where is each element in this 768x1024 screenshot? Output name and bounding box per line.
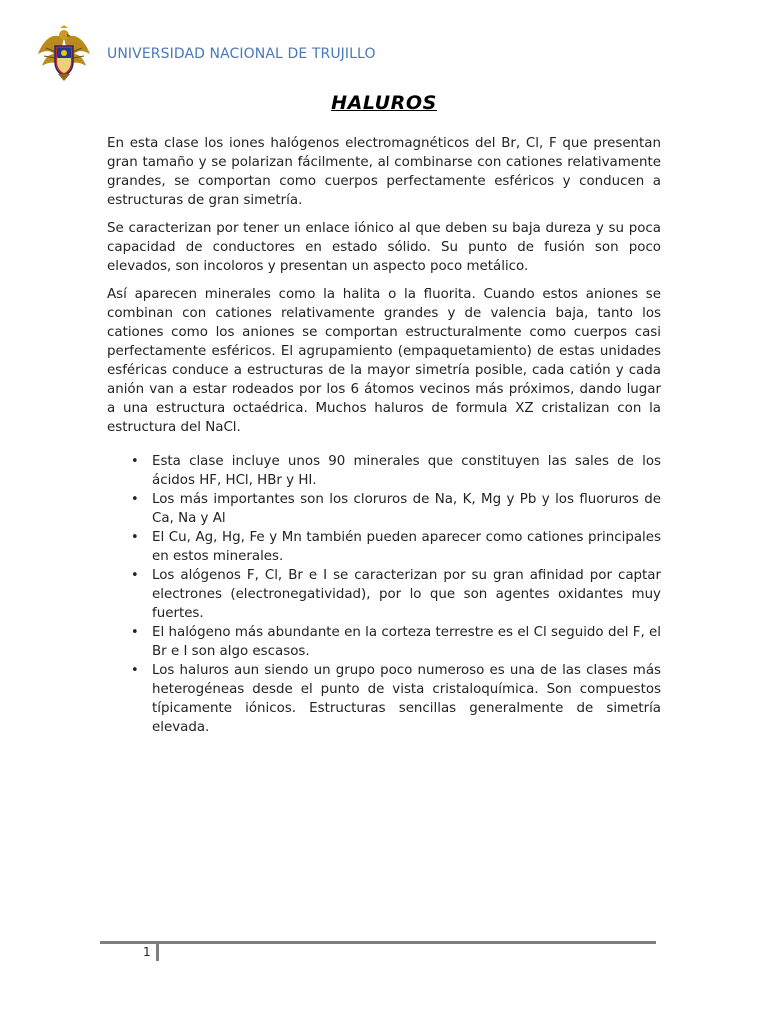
bullet-list (107, 452, 661, 737)
list-item (107, 623, 661, 661)
list-item-text: Los haluros aun siendo un grupo poco numeroso es una de las clases más heterogéneas desde el punto de vista cristaloquímica. Son compuestos típicamente iónicos. Estructuras sencillas generalmente de simetría elevada. (152, 663, 661, 735)
paragraph: Se caracterizan por tener un enlace iónico al que deben su baja dureza y su poca capacidad de conductores en estado sólido. Su punto de fusión son poco elevados, son incoloros y presentan un aspecto poco metálico. (107, 221, 661, 274)
bullet-icon: • (131, 492, 139, 507)
bullet-icon: • (131, 663, 139, 678)
list-item (107, 661, 661, 737)
paragraph: En esta clase los iones halógenos electromagnéticos del Br, Cl, F que presentan gran tamaño y se polarizan fácilmente, al combinarse con cationes relativamente grandes, se comportan como cuerpos perfectamente esféricos y conducen a estructuras de gran simetría. (107, 136, 661, 208)
bullet-icon: • (131, 530, 139, 545)
list-item-text: Los alógenos F, Cl, Br e I se caracterizan por su gran afinidad por captar electrones (electronegatividad), por lo que son agentes oxidantes muy fuertes. (152, 568, 661, 621)
university-crest-icon (36, 24, 92, 82)
list-item-text: Los más importantes son los cloruros de Na, K, Mg y Pb y los fluoruros de Ca, Na y Al (152, 492, 661, 526)
footer-divider-tick (156, 944, 159, 961)
list-item-text: El halógeno más abundante en la corteza terrestre es el Cl seguido del F, el Br e I son algo escasos. (152, 625, 661, 659)
bullet-icon: • (131, 454, 139, 469)
bullet-icon: • (131, 568, 139, 583)
list-item-text: Esta clase incluye unos 90 minerales que constituyen las sales de los ácidos HF, HCl, HBr y HI. (152, 454, 661, 488)
list-item (107, 528, 661, 566)
university-name: UNIVERSIDAD NACIONAL DE TRUJILLO (107, 46, 376, 62)
footer-divider (100, 941, 656, 944)
page-number: 1 (143, 945, 151, 959)
list-item (107, 566, 661, 623)
list-item-text: El Cu, Ag, Hg, Fe y Mn también pueden aparecer como cationes principales en estos minerales. (152, 530, 661, 564)
paragraph: Así aparecen minerales como la halita o la fluorita. Cuando estos aniones se combinan con cationes relativamente grandes y de valencia baja, tanto los cationes como los aniones se comportan estructuralmente como cuerpos casi perfectamente esféricos. El agrupamiento (empaquetamiento) de estas unidades esféricas conduce a estructuras de la mayor simetría posible, cada catión y cada anión van a estar rodeados por los 6 átomos vecinos más próximos, dando lugar a una estructura octaédrica. Muchos haluros de formula XZ cristalizan con la estructura del NaCl. (107, 287, 661, 435)
bullet-icon: • (131, 625, 139, 640)
list-item (107, 490, 661, 528)
main-content (107, 134, 661, 737)
page-title: HALUROS (331, 92, 437, 114)
list-item (107, 452, 661, 490)
